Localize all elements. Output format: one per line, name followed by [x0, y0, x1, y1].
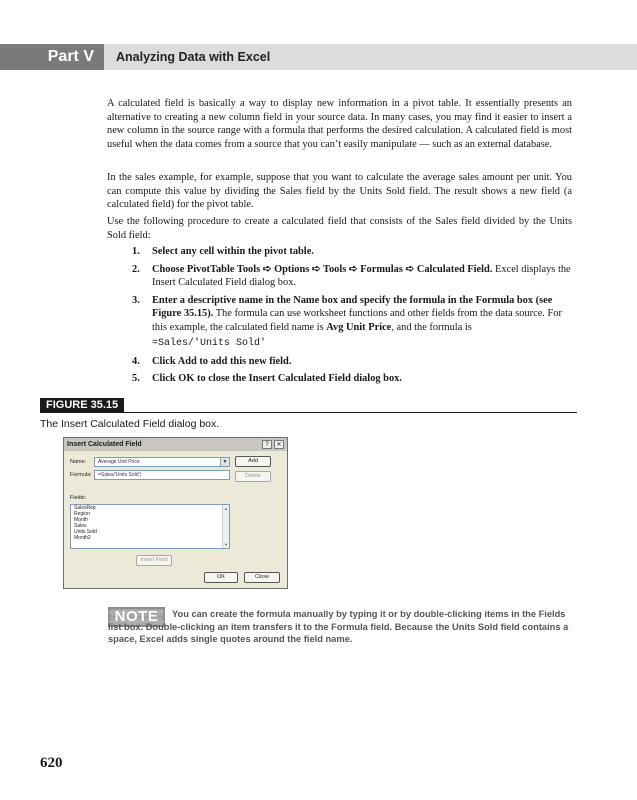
paragraph-intro: A calculated field is basically a way to display new information in a pivot table. It essentially presents an alternative to creating a new column field in your source data. In many cases, you may find it easier to insert a new column in the source range with a formula that performs the desired calculation. A calculated field is most useful when the data comes from a source that you can’t easily manipulate — such as an external database. — [107, 98, 572, 150]
page-number: 620 — [40, 755, 63, 771]
list-item[interactable]: Units Sold — [74, 529, 97, 535]
name-combobox[interactable]: Average Unit Price ▼ — [94, 457, 230, 467]
list-item[interactable]: Month — [74, 517, 88, 523]
figure-caption: The Insert Calculated Field dialog box. — [40, 418, 220, 430]
note-icon-label: NOTE — [114, 608, 159, 625]
formula-input[interactable]: =Sales/'Units Sold'| — [94, 470, 230, 480]
paragraph-example: In the sales example, for example, suppose that you want to calculate the average sales amount per unit. You can compute this value by dividing the Sales field by the Units Sold field. The result shows a new field (a calculated field) for the pivot table. — [107, 172, 572, 210]
fields-label: Fields: — [70, 495, 87, 501]
formula-label: Formula: — [70, 472, 92, 478]
insert-calculated-field-dialog — [63, 437, 288, 589]
steps-list — [132, 245, 577, 390]
scrollbar[interactable] — [222, 505, 229, 548]
list-item[interactable]: SalesRep — [74, 505, 96, 511]
scroll-up-icon[interactable]: ▲ — [224, 506, 228, 511]
step-bold: Choose PivotTable Tools ➪ Options ➪ Tools ➪ Formulas ➪ Calculated Field. — [152, 263, 493, 275]
figure-rule — [40, 412, 577, 413]
ok-button[interactable]: OK — [204, 572, 238, 583]
insert-field-button[interactable]: Insert Field — [136, 555, 172, 566]
step-bold: Enter a descriptive name in the Name box and specify the formula in the Formula box (see Figure 35.15). — [152, 294, 553, 319]
step-bold: Click OK to close the Insert Calculated Field dialog box. — [152, 373, 402, 384]
add-button[interactable]: Add — [235, 456, 271, 467]
scroll-down-icon[interactable]: ▼ — [224, 542, 228, 547]
formula-code: =Sales/'Units Sold' — [152, 338, 267, 349]
part-label: Part V — [0, 44, 104, 70]
help-button[interactable]: ? — [262, 440, 272, 449]
list-item[interactable]: Region — [74, 511, 90, 517]
step-item: 5. Click OK to close the Insert Calculated Field dialog box. — [132, 373, 402, 384]
fields-listbox[interactable] — [70, 504, 230, 549]
figure-label: FIGURE 35.15 — [40, 398, 124, 413]
step-item: 3. Enter a descriptive name in the Name box and specify the formula in the Formula box (see Figure 35.15). The formula can use worksheet functions and other fields from the data source. For this example, the calculated field name is Avg Unit Price, and the formula is =Sales/'Units Sold' — [132, 294, 577, 351]
step-bold: Select any cell within the pivot table. — [152, 246, 314, 257]
close-button[interactable]: Close — [244, 572, 280, 583]
close-icon[interactable]: ✕ — [274, 440, 284, 449]
step-item: 1. Select any cell within the pivot table. — [132, 246, 314, 257]
delete-button[interactable]: Delete — [235, 471, 271, 482]
paragraph-procedure: Use the following procedure to create a calculated field that consists of the Sales field divided by the Units Sold field: — [107, 216, 572, 241]
list-item[interactable]: Month2 — [74, 535, 91, 541]
name-label: Name: — [70, 459, 87, 465]
chevron-down-icon[interactable]: ▼ — [220, 458, 229, 466]
chapter-title: Analyzing Data with Excel — [116, 50, 271, 64]
note-text: You can create the formula manually by typing it or by double-clicking items in the Fields list box. Double-clicking an item transfers it to the Formula field. Because the Units Sold field contains a space, Excel adds single quotes around the field name. — [108, 609, 569, 644]
step-bold: Click Add to add this new field. — [152, 355, 292, 367]
dialog-title: Insert Calculated Field — [64, 438, 287, 451]
list-item[interactable]: Sales — [74, 523, 87, 529]
step-item: 4. Click Add to add this new field. — [132, 355, 292, 367]
step-item: 2. Choose PivotTable Tools ➪ Options ➪ Tools ➪ Formulas ➪ Calculated Field. Excel displays the Insert Calculated Field dialog box. — [132, 263, 571, 288]
